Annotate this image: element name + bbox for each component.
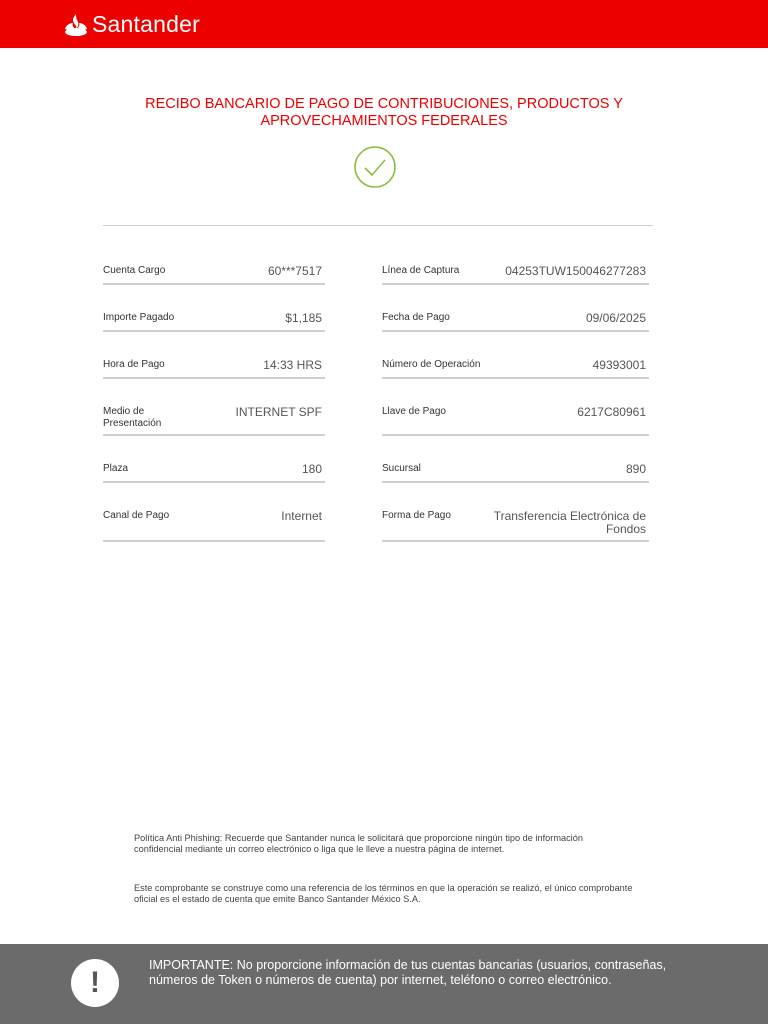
santander-logo[interactable] xyxy=(63,11,200,38)
header-bar xyxy=(0,0,768,48)
check-circle-icon xyxy=(353,145,397,189)
field-medio-de-presentacion xyxy=(103,406,325,436)
field-forma-de-pago xyxy=(382,510,649,542)
field-cuenta-cargo xyxy=(103,265,325,285)
field-label: Hora de Pago xyxy=(103,359,165,370)
field-label: Medio de Presentación xyxy=(103,406,162,429)
field-label: Línea de Captura xyxy=(382,265,460,276)
field-label: Importe Pagado xyxy=(103,312,175,323)
field-value: INTERNET SPF xyxy=(235,405,322,419)
field-value: 890 xyxy=(625,462,646,476)
field-canal-de-pago xyxy=(103,510,325,542)
field-value: 60***7517 xyxy=(267,264,322,278)
field-sucursal xyxy=(382,463,649,483)
field-llave-de-pago xyxy=(382,406,649,436)
receipt-title: RECIBO BANCARIO DE PAGO DE CONTRIBUCIONES, PRODUCTOS Y APROVECHAMIENTOS FEDERALES xyxy=(145,96,623,129)
field-value: $1,185 xyxy=(285,311,322,325)
field-importe-pagado xyxy=(103,312,325,332)
field-label: Fecha de Pago xyxy=(382,312,450,323)
field-label: Número de Operación xyxy=(382,359,481,370)
brand-name: Santander xyxy=(92,11,200,37)
field-value: 180 xyxy=(301,462,322,476)
field-label: Llave de Pago xyxy=(382,406,446,417)
field-label: Plaza xyxy=(103,463,129,474)
field-value: 04253TUW150046277283 xyxy=(505,264,646,278)
field-label: Sucursal xyxy=(382,463,421,474)
field-value: Transferencia Electrónica de Fondos xyxy=(493,509,646,536)
receipt-disclaimer: Este comprobante se construye como una referencia de los términos en que la operación se realizó, el único comprobante oficial es el estado de cuenta que emite Banco Santander México S.A. xyxy=(134,883,633,904)
field-value: Internet xyxy=(281,509,322,523)
exclamation-icon: ! xyxy=(71,959,119,1007)
flame-icon xyxy=(63,12,89,38)
field-value: 14:33 HRS xyxy=(263,358,322,372)
field-hora-de-pago xyxy=(103,359,325,379)
field-fecha-de-pago xyxy=(382,312,649,332)
field-linea-de-captura xyxy=(382,265,649,285)
field-label: Canal de Pago xyxy=(103,510,170,521)
field-value: 6217C80961 xyxy=(577,405,646,419)
field-value: 09/06/2025 xyxy=(585,311,646,325)
important-banner-text: IMPORTANTE: No proporcione información de tus cuentas bancarias (usuarios, contraseñas, números de Token o números de cuenta) por internet, teléfono o correo electrónico. xyxy=(149,958,667,987)
field-value: 49393001 xyxy=(592,358,646,372)
field-plaza xyxy=(103,463,325,483)
field-label: Forma de Pago xyxy=(382,510,451,521)
anti-phishing-notice: Política Anti Phishing: Recuerde que Santander nunca le solicitará que proporcione ningún tipo de información confidencial mediante un correo electrónico o liga que le lleve a nuestra página de internet. xyxy=(134,833,583,854)
section-divider xyxy=(103,225,653,226)
field-numero-de-operacion xyxy=(382,359,649,379)
field-label: Cuenta Cargo xyxy=(103,265,166,276)
